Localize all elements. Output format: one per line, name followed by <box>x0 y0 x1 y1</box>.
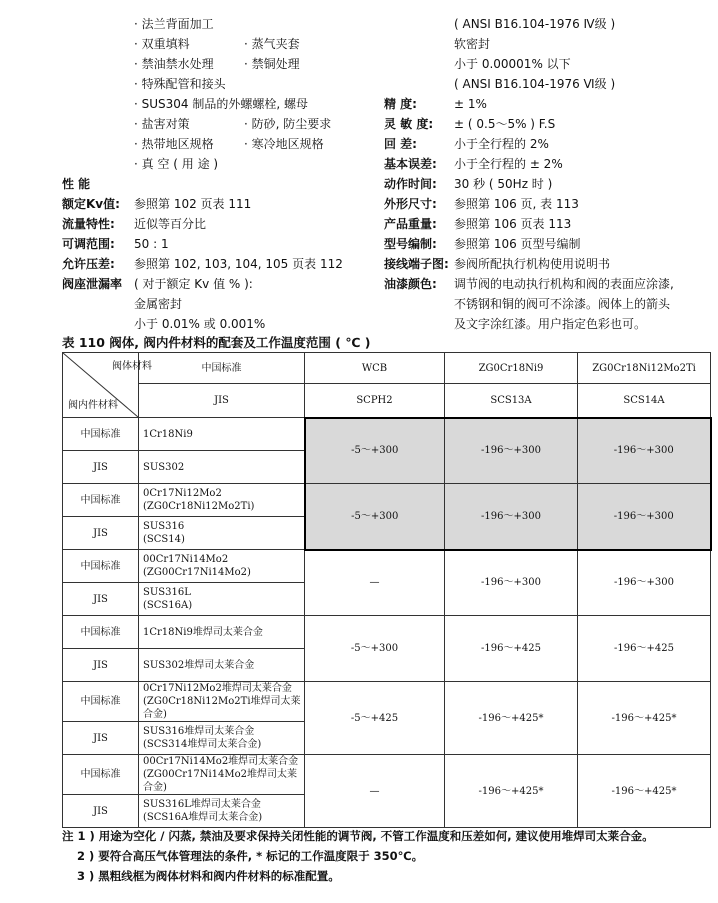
temp-range: -5～+300 <box>305 484 445 550</box>
std-cn-label: 中国标准 <box>63 682 139 722</box>
prop-label: 可调范围: <box>62 237 115 251</box>
body-material: ZG0Cr18Ni12Mo2Ti <box>578 353 711 384</box>
option-item: · 蒸气夹套 <box>244 37 300 51</box>
std-jis-label: JIS <box>63 649 139 682</box>
trim-material: SUS316L堆焊司太莱合金 (SCS16A堆焊司太莱合金) <box>139 795 305 828</box>
std-jis-label: JIS <box>63 517 139 550</box>
prop-label: 允许压差: <box>62 257 115 271</box>
std-jis-header: JIS <box>139 384 305 418</box>
trim-material: 1Cr18Ni9堆焊司太莱合金 <box>139 616 305 649</box>
trim-material: 00Cr17Ni14Mo2 (ZG00Cr17Ni14Mo2) <box>139 550 305 583</box>
std-cn-label: 中国标准 <box>63 755 139 795</box>
trim-material: SUS316堆焊司太莱合金 (SCS314堆焊司太莱合金) <box>139 722 305 755</box>
std-cn-label: 中国标准 <box>63 616 139 649</box>
note: 3 ) 黑粗线框为阀体材料和阀内件材料的标准配置。 <box>77 869 340 883</box>
note: 注 1 ) 用途为空化 / 闪蒸, 禁油及要求保持关闭性能的调节阀, 不管工作温度和压差如何, 建议使用堆焊司太莱合金。 <box>62 829 654 843</box>
std-jis-label: JIS <box>63 722 139 755</box>
prop-label: 灵 敏 度: <box>384 117 434 131</box>
option-item: · 寒冷地区规格 <box>244 137 324 151</box>
prop-label: 精 度: <box>384 97 417 111</box>
corner-trim-label: 阀内件材料 <box>68 400 118 411</box>
section-title: 性 能 <box>62 177 91 191</box>
std-cn-label: 中国标准 <box>63 550 139 583</box>
text-line: 小于 0.00001% 以下 <box>454 57 571 71</box>
trim-material: 0Cr17Ni12Mo2 (ZG0Cr18Ni12Mo2Ti) <box>139 484 305 517</box>
prop-value: ( 对于额定 Kv 值 % ): <box>134 277 253 291</box>
std-cn-label: 中国标准 <box>63 418 139 451</box>
std-jis-label: JIS <box>63 583 139 616</box>
prop-value: 小于全行程的 ± 2% <box>454 157 563 171</box>
prop-label: 流量特性: <box>62 217 115 231</box>
trim-material: SUS316L (SCS16A) <box>139 583 305 616</box>
materials-table <box>62 352 712 828</box>
option-item: · 盐害对策 <box>134 117 190 131</box>
option-item: · 法兰背面加工 <box>134 17 214 31</box>
corner-body-label: 阀体材料 <box>112 361 152 372</box>
note: 2 ) 要符合高压气体管理法的条件, * 标记的工作温度限于 350℃。 <box>77 849 424 863</box>
std-cn-label: 中国标准 <box>63 484 139 517</box>
body-material: SCS14A <box>578 384 711 418</box>
trim-material: SUS302 <box>139 451 305 484</box>
text-line: 及文字涂红漆。用户指定色彩也可。 <box>454 317 647 331</box>
body-material: ZG0Cr18Ni9 <box>445 353 578 384</box>
temp-range: -196～+300 <box>578 484 711 550</box>
trim-material: 00Cr17Ni14Mo2堆焊司太莱合金 (ZG00Cr17Ni14Mo2堆焊司太莱合金) <box>139 755 305 795</box>
prop-value: 参照第 102, 103, 104, 105 页表 112 <box>134 257 343 271</box>
temp-range: -5～+425 <box>305 682 445 755</box>
temp-range: — <box>305 755 445 828</box>
leak-line: 金属密封 <box>134 297 183 311</box>
prop-value: 小于全行程的 2% <box>454 137 549 151</box>
prop-label: 阀座泄漏率 <box>62 277 123 291</box>
prop-label: 额定Kv值: <box>62 197 120 211</box>
prop-label: 产品重量: <box>384 217 437 231</box>
prop-label: 动作时间: <box>384 177 437 191</box>
trim-material: 0Cr17Ni12Mo2堆焊司太莱合金 (ZG0Cr18Ni12Mo2Ti堆焊司太莱合金) <box>139 682 305 722</box>
text-line: 软密封 <box>454 37 491 51</box>
prop-label: 外形尺寸: <box>384 197 437 211</box>
body-material: SCPH2 <box>305 384 445 418</box>
temp-range: -196～+300 <box>445 418 578 484</box>
temp-range: -196～+425* <box>445 682 578 755</box>
trim-material: 1Cr18Ni9 <box>139 418 305 451</box>
option-item: · 热带地区规格 <box>134 137 214 151</box>
body-material: WCB <box>305 353 445 384</box>
notes <box>62 826 654 886</box>
prop-value: 参照第 106 页型号编制 <box>454 237 581 251</box>
option-item: · 特殊配管和接头 <box>134 77 226 91</box>
prop-value: 50 : 1 <box>134 237 169 251</box>
prop-label: 接线端子图: <box>384 257 449 271</box>
temp-range: -196～+425 <box>578 616 711 682</box>
body-material: SCS13A <box>445 384 578 418</box>
option-item: · SUS304 制品的外螺螺栓, 螺母 <box>134 97 308 111</box>
prop-label: 油漆颜色: <box>384 277 437 291</box>
prop-value: 近似等百分比 <box>134 217 207 231</box>
text-line: ( ANSI B16.104-1976 Ⅵ级 ) <box>454 77 616 91</box>
temp-range: -5～+300 <box>305 418 445 484</box>
text-line: ( ANSI B16.104-1976 Ⅳ级 ) <box>454 17 616 31</box>
option-item: · 禁油禁水处理 <box>134 57 214 71</box>
temp-range: -196～+300 <box>445 484 578 550</box>
std-jis-label: JIS <box>63 451 139 484</box>
prop-label: 回 差: <box>384 137 417 151</box>
std-jis-label: JIS <box>63 795 139 828</box>
temp-range: -196～+425* <box>578 755 711 828</box>
text-line: 不锈钢和铜的阀可不涂漆。阀体上的箭头 <box>454 297 671 311</box>
table-caption: 表 110 阀体, 阀内件材料的配套及工作温度范围 ( ℃ ) <box>62 335 371 350</box>
prop-value: 参阀所配执行机构使用说明书 <box>454 257 611 271</box>
prop-value: 调节阀的电动执行机构和阀的表面应涂漆, <box>454 277 674 291</box>
trim-material: SUS302堆焊司太莱合金 <box>139 649 305 682</box>
temp-range: -196～+425* <box>578 682 711 755</box>
std-cn-header: 中国标准 <box>139 353 305 384</box>
temp-range: -196～+300 <box>578 418 711 484</box>
prop-value: ± ( 0.5～5% ) F.S <box>454 117 556 131</box>
option-item: · 禁铜处理 <box>244 57 300 71</box>
trim-material: SUS316 (SCS14) <box>139 517 305 550</box>
temp-range: -196～+300 <box>445 550 578 616</box>
prop-value: 参照第 106 页表 113 <box>454 217 572 231</box>
prop-value: 参照第 102 页表 111 <box>134 197 252 211</box>
leak-line: 小于 0.01% 或 0.001% <box>134 317 266 331</box>
prop-label: 基本误差: <box>384 157 437 171</box>
prop-value: 参照第 106 页, 表 113 <box>454 197 579 211</box>
prop-value: 30 秒 ( 50Hz 时 ) <box>454 177 553 191</box>
option-item: · 双重填料 <box>134 37 190 51</box>
prop-label: 型号编制: <box>384 237 437 251</box>
temp-range: -196～+425 <box>445 616 578 682</box>
temp-range: -196～+300 <box>578 550 711 616</box>
temp-range: — <box>305 550 445 616</box>
option-item: · 防砂, 防尘要求 <box>244 117 332 131</box>
prop-value: ± 1% <box>454 97 487 111</box>
option-item: · 真 空 ( 用 途 ) <box>134 157 219 171</box>
temp-range: -196～+425* <box>445 755 578 828</box>
temp-range: -5～+300 <box>305 616 445 682</box>
